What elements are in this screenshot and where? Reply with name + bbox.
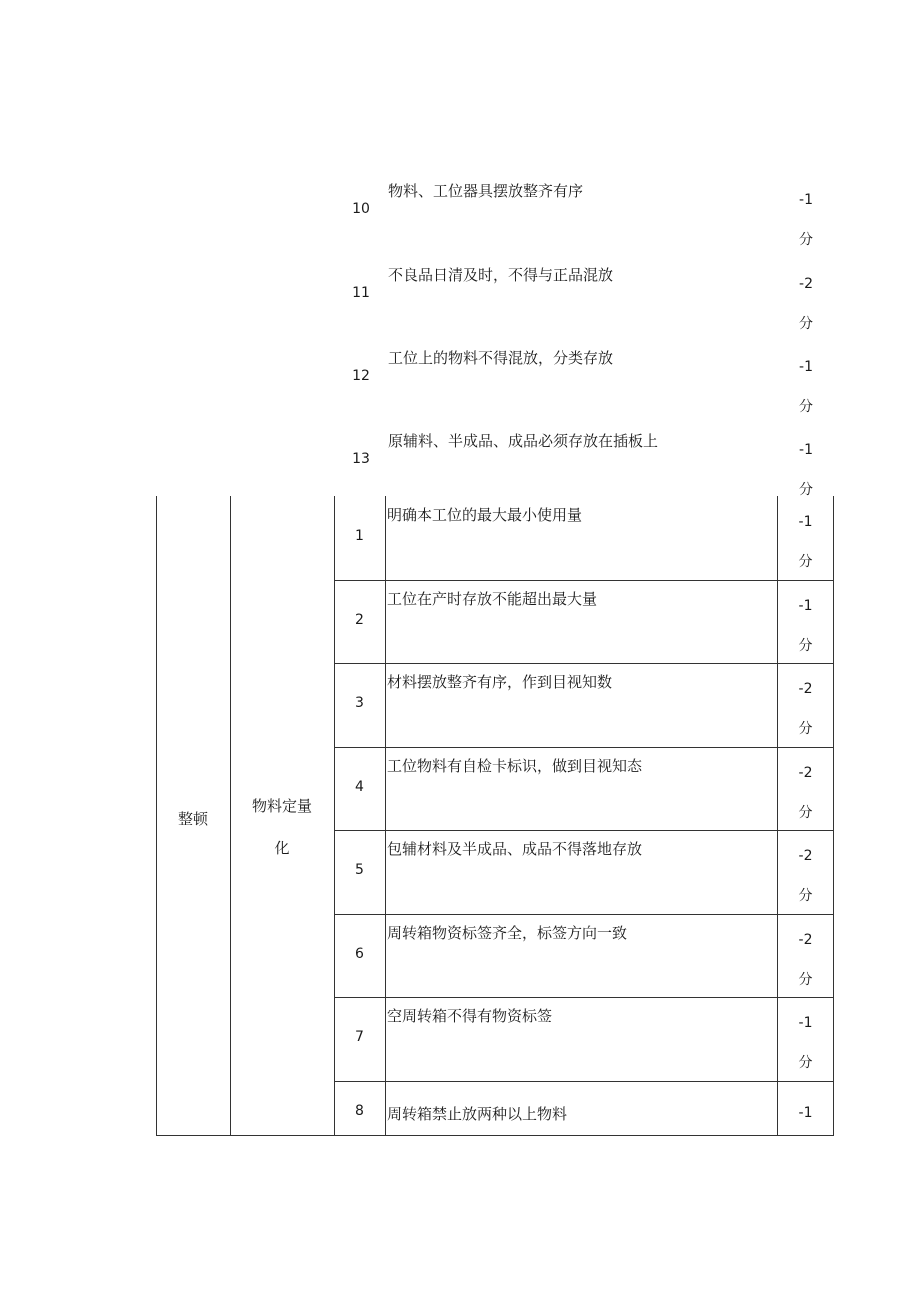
table-row [334, 663, 834, 747]
item-description: 工位上的物料不得混放，分类存放 [388, 349, 614, 367]
item-number: 2 [355, 612, 364, 628]
item-number: 5 [355, 862, 364, 878]
item-description: 周转箱禁止放两种以上物料 [387, 1105, 568, 1123]
item-number: 12 [352, 368, 370, 384]
item-number: 4 [355, 779, 364, 795]
item-number: 8 [355, 1103, 364, 1119]
item-number: 6 [355, 946, 364, 962]
item-description: 工位在产时存放不能超出最大量 [387, 590, 598, 608]
item-score: -2 分 [798, 848, 813, 904]
table-row [334, 830, 834, 914]
table-row [336, 267, 834, 350]
item-number: 13 [352, 451, 370, 467]
checklist-table [156, 496, 834, 1136]
item-number: 7 [355, 1029, 364, 1045]
item-number: 3 [355, 695, 364, 711]
item-number: 11 [352, 285, 370, 301]
item-score: -2 分 [798, 932, 813, 988]
item-description: 材料摆放整齐有序，作到目视知数 [387, 673, 613, 691]
item-score: -1 分 [798, 598, 813, 654]
item-score: -1 分 [798, 1015, 813, 1071]
table-row [336, 183, 834, 266]
table-row [334, 914, 834, 998]
table-row [334, 580, 834, 664]
table-bottom-border [156, 1135, 834, 1136]
table-row [334, 997, 834, 1081]
item-number: 10 [352, 201, 370, 217]
item-score: -1 分 [799, 442, 813, 498]
item-score: -2 分 [798, 765, 813, 821]
item-score: -1 分 [799, 359, 813, 415]
table-row [334, 496, 834, 580]
item-description: 原辅料、半成品、成品必须存放在插板上 [388, 432, 659, 450]
subcategory-label: 物料定量 化 [251, 797, 312, 857]
table-row [334, 1081, 834, 1135]
item-score: -1 分 [799, 192, 813, 248]
item-score: -2 分 [798, 681, 813, 737]
item-description: 不良品日清及时，不得与正品混放 [388, 266, 614, 284]
item-description: 周转箱物资标签齐全，标签方向一致 [387, 924, 628, 942]
item-number: 1 [355, 528, 364, 544]
item-description: 包辅材料及半成品、成品不得落地存放 [387, 840, 643, 858]
item-description: 物料、工位器具摆放整齐有序 [388, 182, 584, 200]
table-row [336, 350, 834, 433]
table-row [334, 747, 834, 831]
item-score: -1 [798, 1105, 813, 1121]
category-label: 整顿 [177, 810, 208, 828]
item-description: 明确本工位的最大最小使用量 [387, 506, 583, 524]
item-score: -1 分 [798, 514, 813, 570]
item-description: 空周转箱不得有物资标签 [387, 1007, 553, 1025]
item-score: -2 分 [799, 276, 813, 332]
item-description: 工位物料有自检卡标识，做到目视知态 [387, 757, 643, 775]
